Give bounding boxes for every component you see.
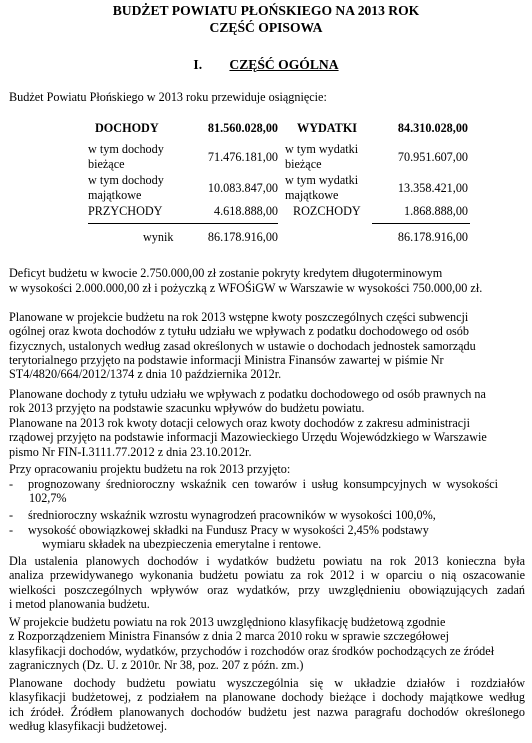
document-subtitle: CZĘŚĆ OPISOWA: [209, 20, 323, 35]
paragraph-income-structure: Planowane dochody budżetu powiatu wyszczególnia się w układzie działów i rozdziałów klasyfikacji budżetowej, z podziałem na planowane dochody bieżące i dochody majątkowe według ich źródeł. Źródłem planowanych dochodów budżetu jest nazwa paragrafu dochodów określonego według klasyfikacji budżetowej.: [9, 676, 525, 733]
current-expenses-label: w tym wydatki bieżące: [285, 142, 359, 171]
capital-expenses-label: w tym wydatki majątkowe: [285, 173, 359, 202]
disbursements-value: 1.868.888,00: [404, 204, 468, 218]
capital-income-value: 10.083.847,00: [207, 181, 278, 195]
expenses-total-rule: [372, 223, 470, 224]
expenses-heading: WYDATKI: [297, 121, 358, 135]
revenues-value: 4.618.888,00: [214, 204, 278, 218]
deficit-line-1: Deficyt budżetu w kwocie 2.750.000,00 zł zostanie pokryty kredytem długoterminowym: [9, 266, 443, 280]
disbursements-label: ROZCHODY: [293, 204, 361, 218]
revenues-label: PRZYCHODY: [88, 204, 163, 218]
document-title: BUDŻET POWIATU PŁOŃSKIEGO NA 2013 ROK: [112, 3, 420, 18]
income-total: 81.560.028,00: [207, 121, 278, 135]
income-total-rule: [88, 223, 278, 224]
total-label: wynik: [143, 230, 174, 244]
paragraph-classification: W projekcie budżetu powiatu na rok 2013 uwzględniono klasyfikację budżetową zgodnie z Rozporządzeniem Ministra Finansów z dnia 2 marca 2010 roku w sprawie szczegółowej klasyfikacji dochodów, wydatków, przychodów i rozchodów oraz środków pochodzących ze źródeł zagranicznych (Dz. U. z 2010r. Nr 38, poz. 207 z późn. zm.): [9, 615, 495, 672]
bullet-labour-fund: wysokość obowiązkowej składki na Fundusz Pracy w wysokości 2,45% podstawy wymiaru składek na ubezpieczenia emerytalne i rentowe.: [28, 523, 429, 552]
capital-expenses-value: 13.358.421,00: [397, 181, 468, 195]
intro-text: Budżet Powiatu Płońskiego w 2013 roku przewiduje osiągnięcie:: [9, 90, 327, 104]
income-result-value: 86.178.916,00: [207, 230, 278, 244]
paragraph-corporate-tax: Planowane dochody z tytułu udziału we wpływach z podatku dochodowego od osób prawnych na rok 2013 przyjęto na podstawie szacunku wpływów do budżetu powiatu.: [9, 387, 486, 416]
section-title: CZĘŚĆ OGÓLNA: [229, 57, 339, 72]
current-income-value: 71.476.181,00: [207, 150, 278, 164]
paragraph-analysis: Dla ustalenia planowych dochodów i wydatków budżetu powiatu na rok 2013 konieczna była analiza przewidywanego wykonania budżetu powiatu za rok 2012 i w oparciu o nią oszacowanie wielkości poszczególnych wpływów oraz wydatków, przy uwzględnieniu obowiązujących zadań i metod planowania budżetu.: [9, 554, 525, 611]
section-heading: [0, 58, 532, 72]
income-heading: DOCHODY: [95, 121, 159, 135]
paragraph-grants: Planowane na 2013 rok kwoty dotacji celowych oraz kwoty dochodów z zakresu administracji rządowej przyjęto na podstawie informacji Mazowieckiego Urzędu Wojewódzkiego w Warszawie pismo Nr FIN-I.3111.77.2012 z dnia 23.10.2012r.: [9, 416, 487, 459]
deficit-line-2: w wysokości 2.000.000,00 zł i pożyczką z WFOŚiGW w Warszawie w wysokości 750.000,00 zł.: [9, 281, 483, 295]
bullet-wages: średnioroczny wskaźnik wzrostu wynagrodzeń pracowników w wysokości 100,0%,: [28, 508, 436, 522]
capital-income-label: w tym dochody majątkowe: [88, 173, 164, 202]
bullet-dash: -: [9, 477, 14, 491]
current-income-label: w tym dochody bieżące: [88, 142, 164, 171]
bullet-dash: -: [9, 523, 14, 537]
expenses-total: 84.310.028,00: [397, 121, 468, 135]
bullet-dash: -: [9, 508, 14, 522]
expenses-result-value: 86.178.916,00: [397, 230, 468, 244]
bullet-inflation: prognozowany średnioroczny wskaźnik cen towarów i usług konsumpcyjnych w wysokości 102,7%: [28, 477, 498, 506]
current-expenses-value: 70.951.607,00: [397, 150, 468, 164]
section-number: I.: [193, 57, 203, 72]
paragraph-subsidies: Planowane w projekcie budżetu na rok 2013 wstępne kwoty poszczególnych części subwencji ogólnej oraz kwota dochodów z tytułu udziału we wpływach z podatku dochodowego od osób fizycznych, ustalonych według zasad określonych w ustawie o dochodach jednostek samorządu terytorialnego przyjęto na podstawie informacji Ministra Finansów zawartej w piśmie Nr ST4/4820/664/2012/1374 z dnia 10 października 2012r.: [9, 310, 476, 382]
paragraph-assumptions-intro: Przy opracowaniu projektu budżetu na rok 2013 przyjęto:: [9, 462, 291, 476]
